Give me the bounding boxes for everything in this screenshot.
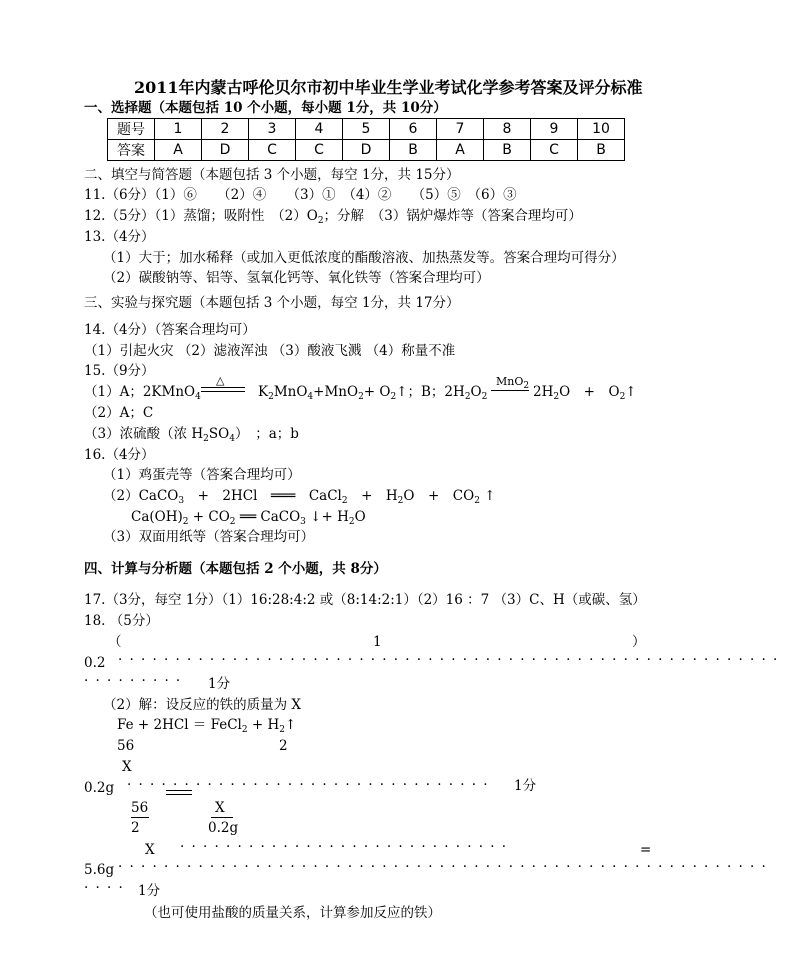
table-cell: C — [296, 140, 343, 161]
table-cell: D — [202, 140, 249, 161]
leader-dots: ································ — [127, 777, 495, 793]
q18-value-02: 0.2 — [84, 655, 106, 671]
q13-part2: （2）碳酸钠等、铝等、氢氧化钙等、氧化铁等（答案合理均可） — [103, 270, 490, 286]
q18-paren-left: （ — [108, 634, 122, 650]
q18-note: （也可使用盐酸的质量关系，计算参加反应的铁） — [144, 905, 441, 921]
leader-dots: ·························································· — [118, 652, 785, 668]
q18-part2: （2）解：设反应的铁的质量为 X — [103, 697, 301, 713]
q15-part1: （1）A；2KMnO$_4$ — [84, 384, 201, 402]
table-cell: 3 — [249, 119, 296, 140]
q16-part2-eq2: $Ca(OH)_2 + CO_2$ ══ CaCO$_3$ ↓+ $H_2O$ — [131, 509, 366, 527]
mno2-catalyst: MnO$_2$ — [496, 375, 530, 391]
table-cell: 10 — [578, 119, 625, 140]
fraction-denominator-02g: 0.2g — [208, 820, 239, 836]
q12-answer: 12.（5分）（1）蒸馏；吸附性 $(2)O_2$；分解 （3）锅炉爆炸等（答案合理均可） — [84, 208, 582, 226]
table-cell: A — [437, 140, 484, 161]
h2-mass: 0.2g — [84, 780, 115, 796]
section-3-heading: 三、实验与探究题（本题包括 3 个小题，每空 1分，共 17分） — [84, 295, 460, 311]
q13-heading: 13.（4分） — [84, 229, 155, 245]
q11-answer: 11.（6分）（1）⑥ （2）④ （3）① （4）② （5）⑤ （6）③ — [84, 187, 517, 203]
q18-paren-right: ） — [632, 634, 646, 650]
fraction-denominator-2: 2 — [131, 820, 140, 836]
table-cell: 7 — [437, 119, 484, 140]
table-cell: C — [531, 140, 578, 161]
table-cell: B — [578, 140, 625, 161]
table-cell: 1 — [155, 119, 202, 140]
table-cell: 5 — [343, 119, 390, 140]
fraction-bar — [211, 817, 233, 818]
leader-dots: ························································· — [118, 859, 774, 875]
leader-dots: ···· — [84, 880, 130, 896]
q18-heading: 18. （5分） — [84, 613, 159, 629]
table-cell: C — [249, 140, 296, 161]
q15-part1-products: $K_2MnO_4+MnO_2+$ $O_2↑$；B；$2H_2O_2$ — [258, 384, 488, 402]
table-cell: B — [390, 140, 437, 161]
table-cell: 8 — [484, 119, 531, 140]
q15-part2: （2）A；C — [84, 405, 154, 421]
unknown-x: X — [122, 759, 132, 775]
q16-part2: （2）CaCO$_3$ + 2HCl ═══ CaCl$_2$ + $H_2O$ + $CO_2$ ↑ — [103, 488, 496, 506]
q15-part1-h2o2: $2H_2O$ + $O_2↑$ — [533, 384, 637, 402]
q14-heading: 14.（4分）（答案合理均可） — [84, 322, 256, 338]
reaction-line — [491, 390, 529, 391]
delta-symbol: △ — [216, 374, 225, 387]
table-row — [108, 140, 625, 161]
score-2: 1分 — [514, 778, 537, 794]
q17-answer: 17.（3分，每空 1分）（1）16:28:4:2 或（8:14:2:1）（2）16 ：7 （3）C、H（或碳、氢） — [84, 592, 646, 608]
result-value: 5.6g — [84, 862, 115, 878]
q18-equation: Fe + 2HCl ＝ FeCl$_2$ + $H_2↑$ — [117, 717, 297, 735]
page-title: 2011年内蒙古呼伦贝尔市初中毕业生学业考试化学参考答案及评分标准 — [134, 78, 643, 97]
leader-dots: ········· — [84, 673, 188, 689]
h2-mass-ratio: 2 — [279, 738, 288, 754]
underline — [166, 790, 192, 791]
table-cell: 4 — [296, 119, 343, 140]
result-x: X — [145, 842, 155, 858]
q16-part3: （3）双面用纸等（答案合理均可） — [103, 529, 315, 545]
table-header-number: 题号 — [108, 119, 155, 140]
underline — [166, 794, 192, 795]
section-1-heading: 一、选择题（本题包括 10 个小题，每小题 1分，共 10分） — [84, 100, 447, 116]
q15-heading: 15.（9分） — [84, 363, 155, 379]
score-1: 1分 — [208, 676, 231, 692]
section-4-heading: 四、计算与分析题（本题包括 2 个小题，共 8分） — [84, 561, 387, 577]
q15-part3: （3）浓硫酸（浓 $H_2SO_4$） ；a；b — [84, 426, 299, 444]
q14-part1: （1）引起火灾 （2）滤液浑浊 （3）酸液飞溅 （4）称量不准 — [84, 343, 456, 359]
q16-heading: 16.（4分） — [84, 447, 155, 463]
table-cell: 6 — [390, 119, 437, 140]
q13-part1: （1）大于；加水稀释（或加入更低浓度的酯酸溶液、加热蒸发等。答案合理均可得分） — [103, 250, 625, 266]
table-cell: 9 — [531, 119, 578, 140]
score-3: 1分 — [138, 883, 161, 899]
table-cell: B — [484, 140, 531, 161]
section-2-heading: 二、填空与简答题（本题包括 3 个小题，每空 1分，共 15分） — [84, 167, 460, 183]
equals-sign: = — [640, 842, 652, 858]
q16-part1: （1）鸡蛋壳等（答案合理均可） — [103, 467, 301, 483]
fe-mass-ratio: 56 — [117, 738, 135, 754]
leader-dots: ····························· — [180, 839, 514, 855]
q18-part1-number: 1 — [373, 634, 382, 650]
table-cell: A — [155, 140, 202, 161]
reaction-line — [201, 387, 245, 388]
table-header-answer: 答案 — [108, 140, 155, 161]
answer-table — [107, 118, 625, 161]
reaction-line — [201, 391, 245, 392]
fraction-numerator-56: 56 — [131, 800, 149, 816]
table-cell: D — [343, 140, 390, 161]
table-row — [108, 119, 625, 140]
fraction-bar — [131, 817, 149, 818]
table-cell: 2 — [202, 119, 249, 140]
fraction-numerator-x: X — [215, 800, 225, 816]
